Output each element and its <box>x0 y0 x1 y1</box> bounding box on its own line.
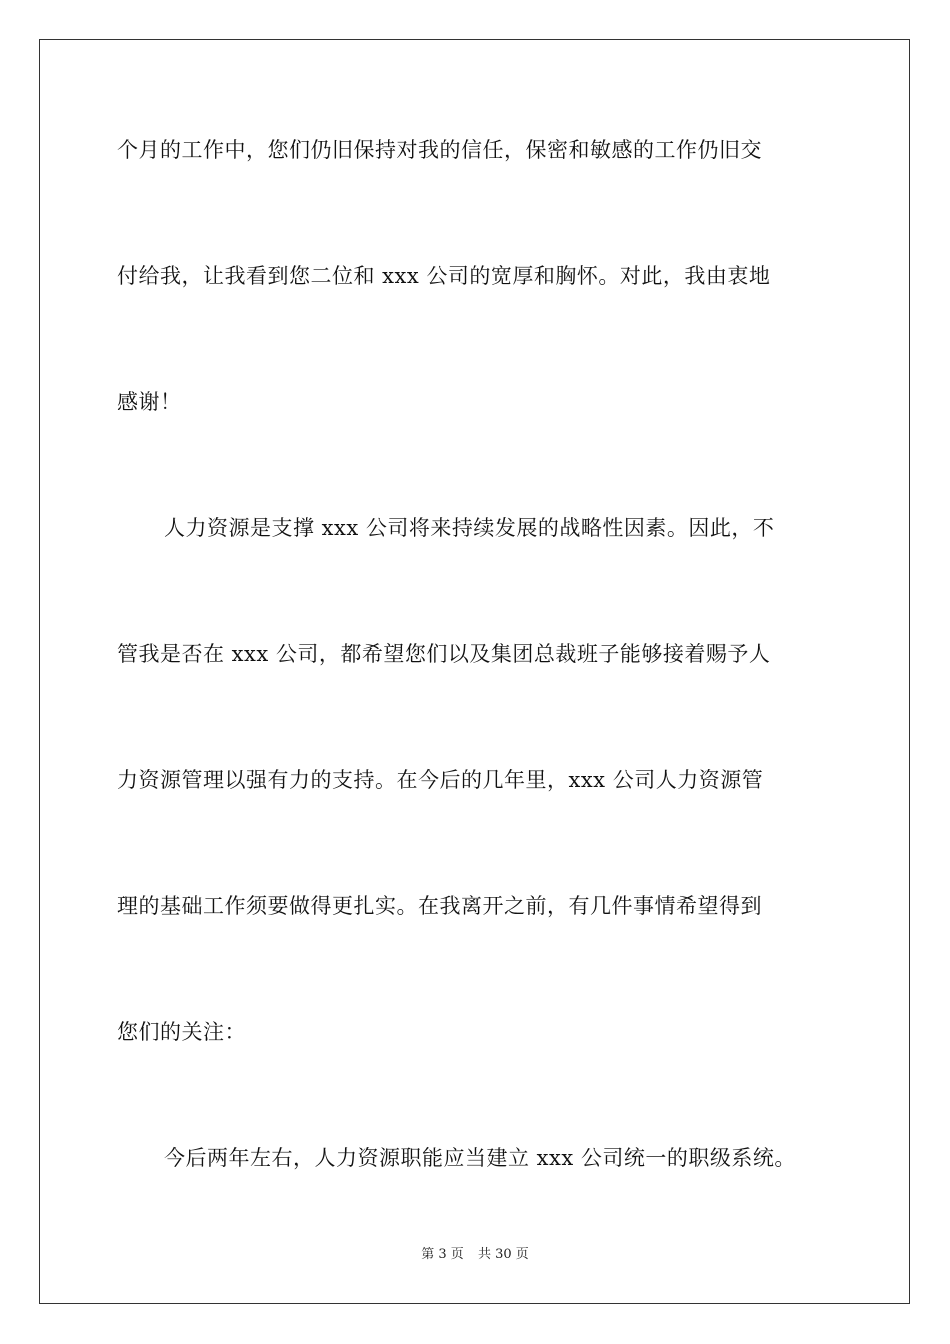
text-line-4: 人力资源是支撑 xxx 公司将来持续发展的战略性因素。因此，不 <box>164 516 775 540</box>
text-line-6: 力资源管理以强有力的支持。在今后的几年里，xxx 公司人力资源管 <box>117 768 764 792</box>
page-footer <box>0 1246 950 1264</box>
text-line-8: 您们的关注： <box>117 1020 246 1044</box>
text-line-9: 今后两年左右，人力资源职能应当建立 xxx 公司统一的职级系统。 <box>164 1146 796 1170</box>
text-line-3: 感谢！ <box>117 390 182 414</box>
page-number: 第 3 页 <box>421 1247 464 1262</box>
page-total: 共 30 页 <box>477 1247 529 1262</box>
text-line-1: 个月的工作中，您们仍旧保持对我的信任，保密和敏感的工作仍旧交 <box>117 138 762 162</box>
page-border <box>39 39 910 1304</box>
text-line-2: 付给我，让我看到您二位和 xxx 公司的宽厚和胸怀。对此，我由衷地 <box>117 264 771 288</box>
text-line-5: 管我是否在 xxx 公司，都希望您们以及集团总裁班子能够接着赐予人 <box>117 642 771 666</box>
text-line-7: 理的基础工作须要做得更扎实。在我离开之前，有几件事情希望得到 <box>117 894 762 918</box>
